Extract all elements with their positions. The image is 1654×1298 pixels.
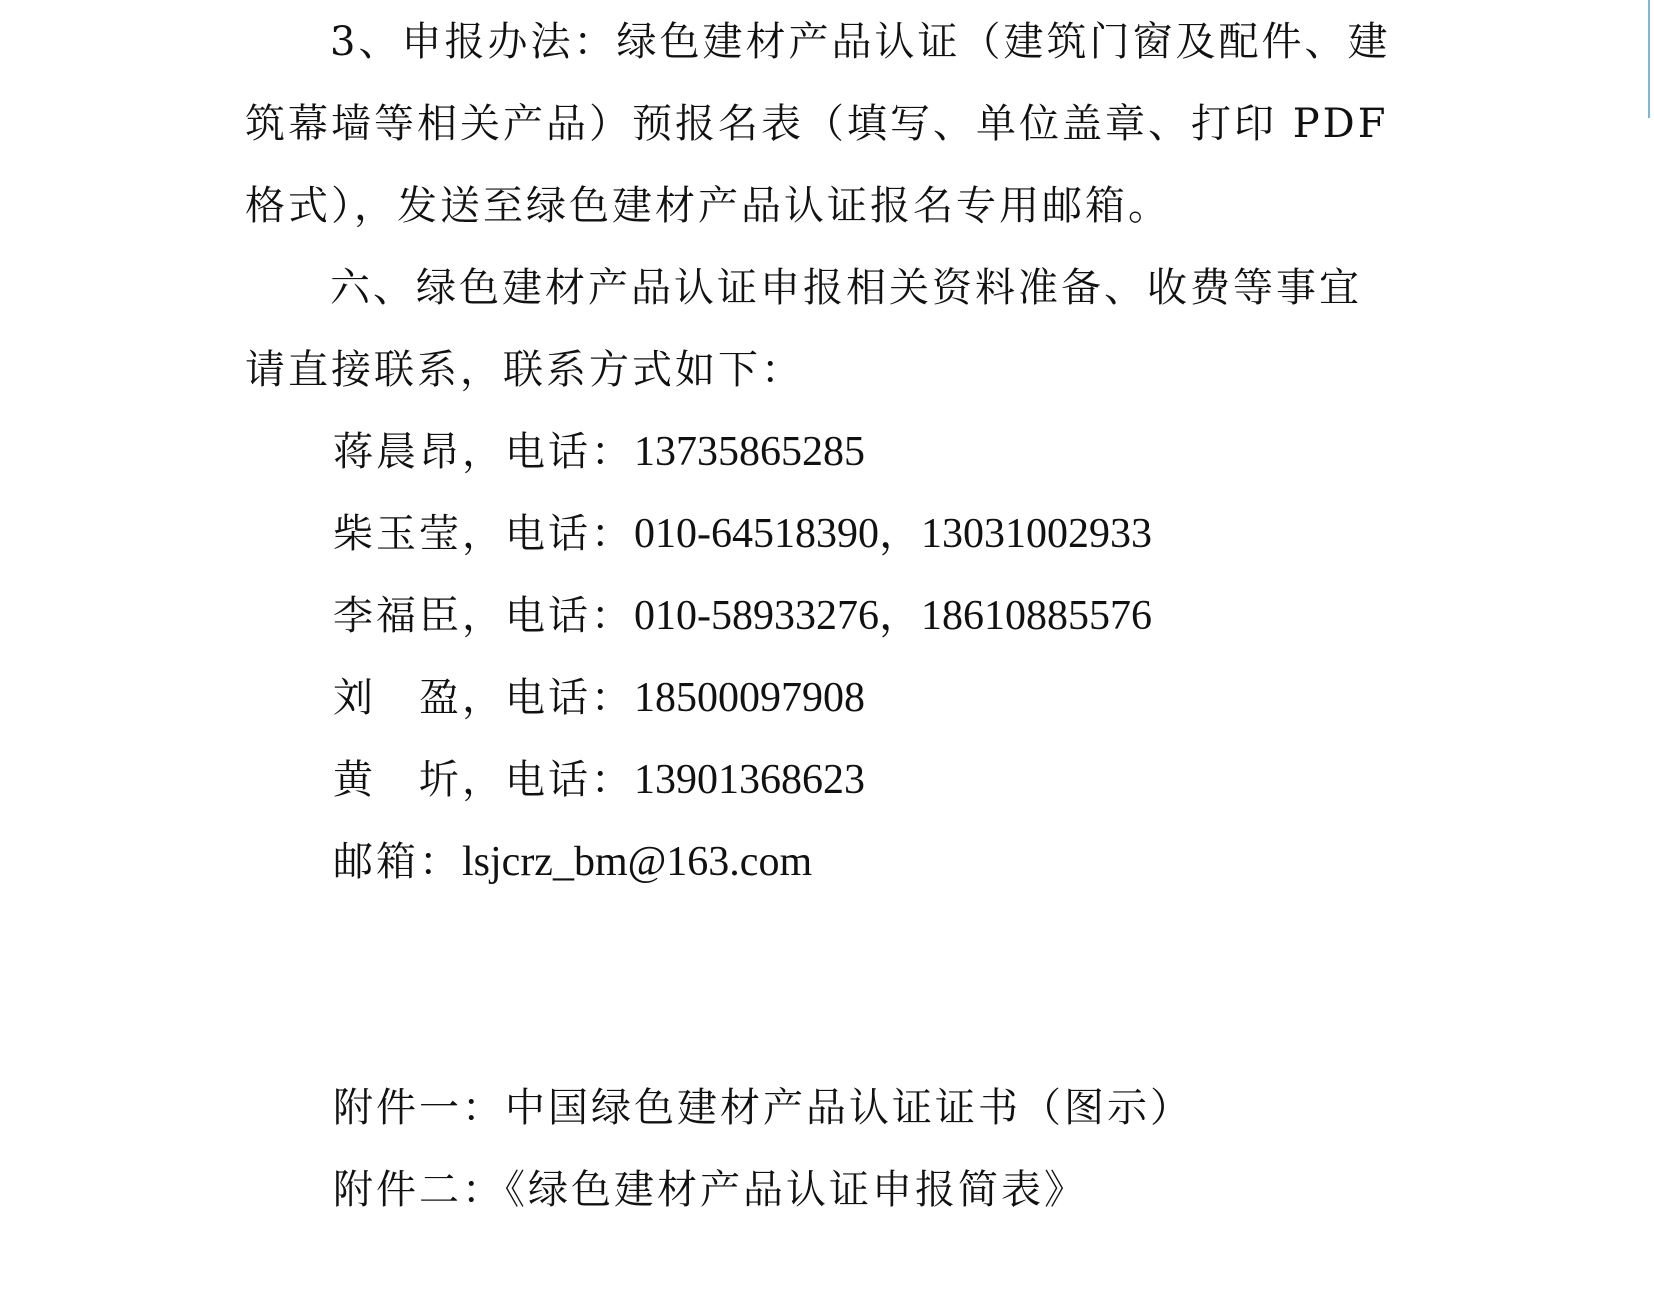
page-edge-line [1648, 0, 1650, 118]
contact-phone: 13735865285 [634, 429, 865, 475]
contact-name: 黄 圻，电话： [333, 757, 634, 803]
contact-row [333, 508, 1152, 560]
attachment-2: 附件二：《绿色建材产品认证申报简表》 [333, 1167, 1087, 1213]
para2-line1: 六、绿色建材产品认证申报相关资料准备、收费等事宜 [330, 265, 1362, 311]
contact-row [333, 590, 1152, 642]
contact-phone: 18500097908 [634, 675, 865, 721]
email-address: lsjcrz_bm@163.com [462, 839, 813, 885]
contact-row [333, 672, 865, 724]
email-row [333, 836, 812, 888]
contact-phone: 010-58933276，18610885576 [634, 593, 1152, 639]
contact-name: 柴玉莹，电话： [333, 511, 634, 557]
para1-line3: 格式），发送至绿色建材产品认证报名专用邮箱。 [245, 183, 1171, 229]
para2-line2: 请直接联系，联系方式如下： [245, 347, 804, 393]
contact-name: 蒋晨昂，电话： [333, 429, 634, 475]
contact-row [333, 426, 865, 478]
attachment-1: 附件一：中国绿色建材产品认证证书（图示） [333, 1085, 1193, 1131]
contact-row [333, 754, 865, 806]
contact-phone: 010-64518390，13031002933 [634, 511, 1152, 557]
para1-line2: 筑幕墙等相关产品）预报名表（填写、单位盖章、打印 PDF [245, 101, 1389, 147]
para1-line1: 3、申报办法：绿色建材产品认证（建筑门窗及配件、建 [330, 19, 1391, 65]
contact-name: 刘 盈，电话： [333, 675, 634, 721]
contact-name: 李福臣，电话： [333, 593, 634, 639]
email-label: 邮箱： [333, 839, 462, 885]
contact-phone: 13901368623 [634, 757, 865, 803]
